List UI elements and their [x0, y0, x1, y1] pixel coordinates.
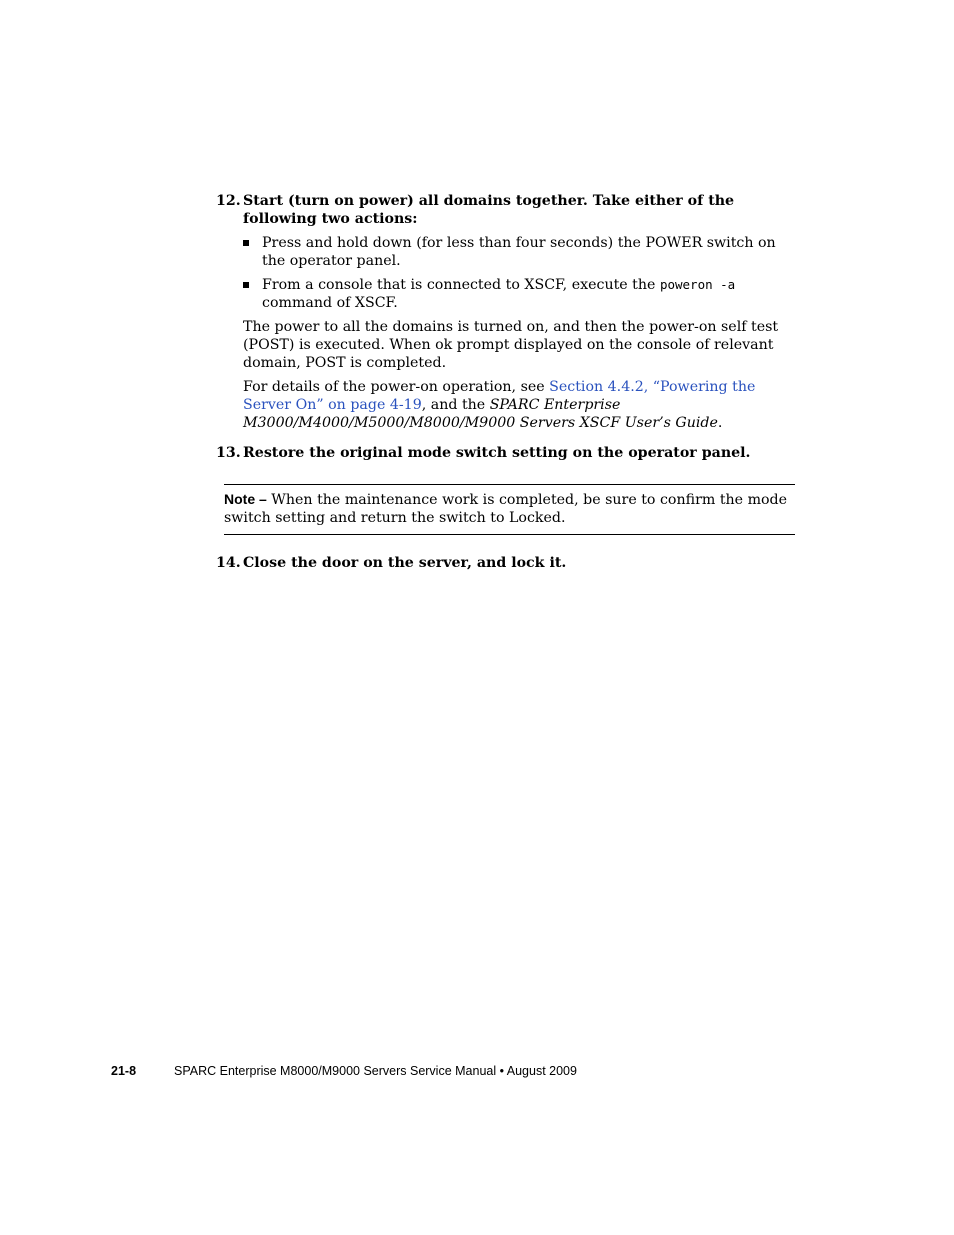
footer-title: SPARC Enterprise M8000/M9000 Servers Service Manual • August 2009 — [174, 1064, 577, 1078]
step-number: 13. — [216, 445, 241, 461]
step-text: Restore the original mode switch setting on the operator panel. — [243, 445, 751, 461]
bullet-text: Press and hold down (for less than four seconds) the POWER switch on the operator panel. — [262, 235, 776, 269]
command-code: poweron -a — [659, 277, 736, 292]
step-number: 12. — [216, 193, 241, 209]
note-text — [224, 490, 795, 527]
note-label: Note – — [224, 491, 267, 507]
bullet-item — [243, 234, 795, 270]
step-13 — [216, 444, 796, 462]
step-text: Close the door on the server, and lock it. — [243, 555, 567, 571]
bullet-text — [262, 276, 795, 312]
note-box — [224, 484, 795, 535]
note-body: When the maintenance work is completed, be sure to confirm the mode switch setting and return the switch to Locked. — [224, 492, 788, 526]
step-14 — [216, 554, 796, 572]
power-on-paragraph: The power to all the domains is turned on, and then the power-on self test (POST) is executed. When ok prompt displayed on the console of relevant domain, POST is completed. — [243, 319, 779, 371]
cross-reference-link[interactable]: Section 4.4.2, “Powering the Server On” on page 4-19 — [243, 379, 756, 413]
bullet-text-post: command of XSCF. — [262, 295, 398, 311]
bullet-square-icon — [243, 282, 249, 288]
details-post: . — [717, 415, 723, 431]
details-pre: For details of the power-on operation, see — [243, 379, 550, 395]
bullet-square-icon — [243, 240, 249, 246]
step-text: Start (turn on power) all domains together. Take either of the following two actions: — [243, 193, 735, 227]
guide-title: SPARC Enterprise M3000/M4000/M5000/M8000/M9000 Servers XSCF User’s Guide — [243, 397, 718, 431]
details-mid: , and the — [421, 397, 490, 413]
bullet-item — [243, 276, 795, 312]
page-number: 21-8 — [111, 1064, 137, 1078]
step-number: 14. — [216, 555, 241, 571]
step-12 — [216, 192, 796, 228]
details-paragraph — [243, 378, 795, 432]
bullet-text-pre: From a console that is connected to XSCF, execute the — [262, 277, 660, 293]
